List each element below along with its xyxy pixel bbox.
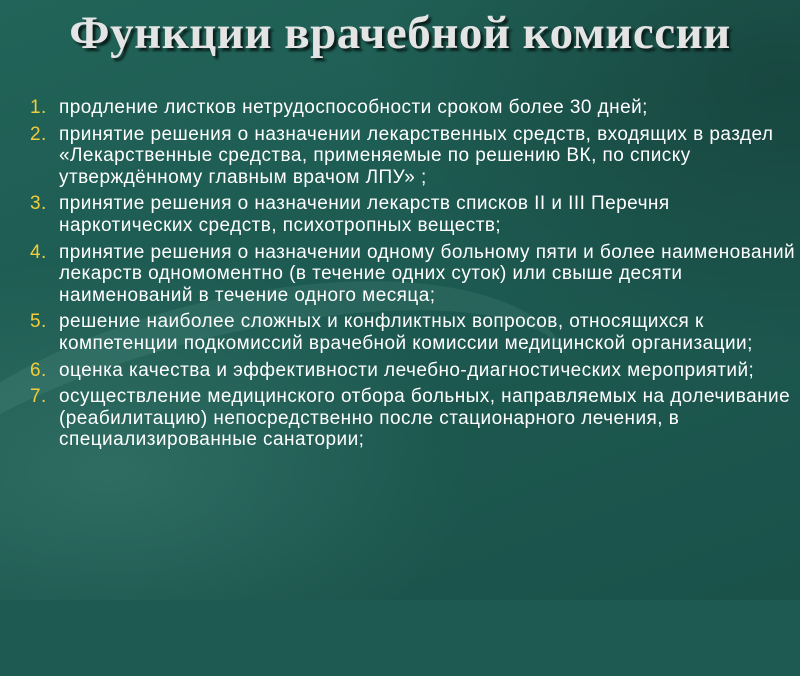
list-item-number: 5. <box>30 311 47 333</box>
list-item-text: принятие решения о назначении одному больному пяти и более наименований лекарств одномоментно (в течение одних суток) или свыше десяти наименований в течение одного месяца; <box>59 241 796 306</box>
list-item-text: принятие решения о назначении лекарственных средств, входящих в раздел «Лекарственные средства, применяемые по решению ВК, по списку утверждённому главным врачом ЛПУ» ; <box>59 123 774 188</box>
list-item <box>30 97 800 119</box>
list-item-number: 2. <box>30 123 47 145</box>
list-item-text: осуществление медицинского отбора больных, направляемых на долечивание (реабилитацию) непосредственно после стационарного лечения, в специализированные санатории; <box>59 386 791 451</box>
list-item-number: 7. <box>30 386 47 408</box>
list-item-number: 6. <box>30 359 47 381</box>
list-item-number: 4. <box>30 241 47 263</box>
list-item-text: оценка качества и эффективности лечебно-диагностических мероприятий; <box>59 359 755 381</box>
list-item-number: 3. <box>30 193 47 215</box>
list-item <box>30 360 800 382</box>
list-item-number: 1. <box>30 97 47 118</box>
slide-title: Функции врачебной комиссии <box>69 7 731 59</box>
list-item <box>30 242 800 307</box>
list-item <box>30 311 800 354</box>
functions-list <box>30 97 800 456</box>
list-item <box>30 386 800 451</box>
list-item-text: продление листков нетрудоспособности сроком более 30 дней; <box>59 97 648 118</box>
list-item-text: решение наиболее сложных и конфликтных вопросов, относящихся к компетенции подкомиссий врачебной комиссии медицинской организации; <box>59 311 753 354</box>
list-item <box>30 193 800 236</box>
list-item-text: принятие решения о назначении лекарств списков II и III Перечня наркотических средств, психотропных веществ; <box>59 193 670 236</box>
list-item <box>30 124 800 189</box>
